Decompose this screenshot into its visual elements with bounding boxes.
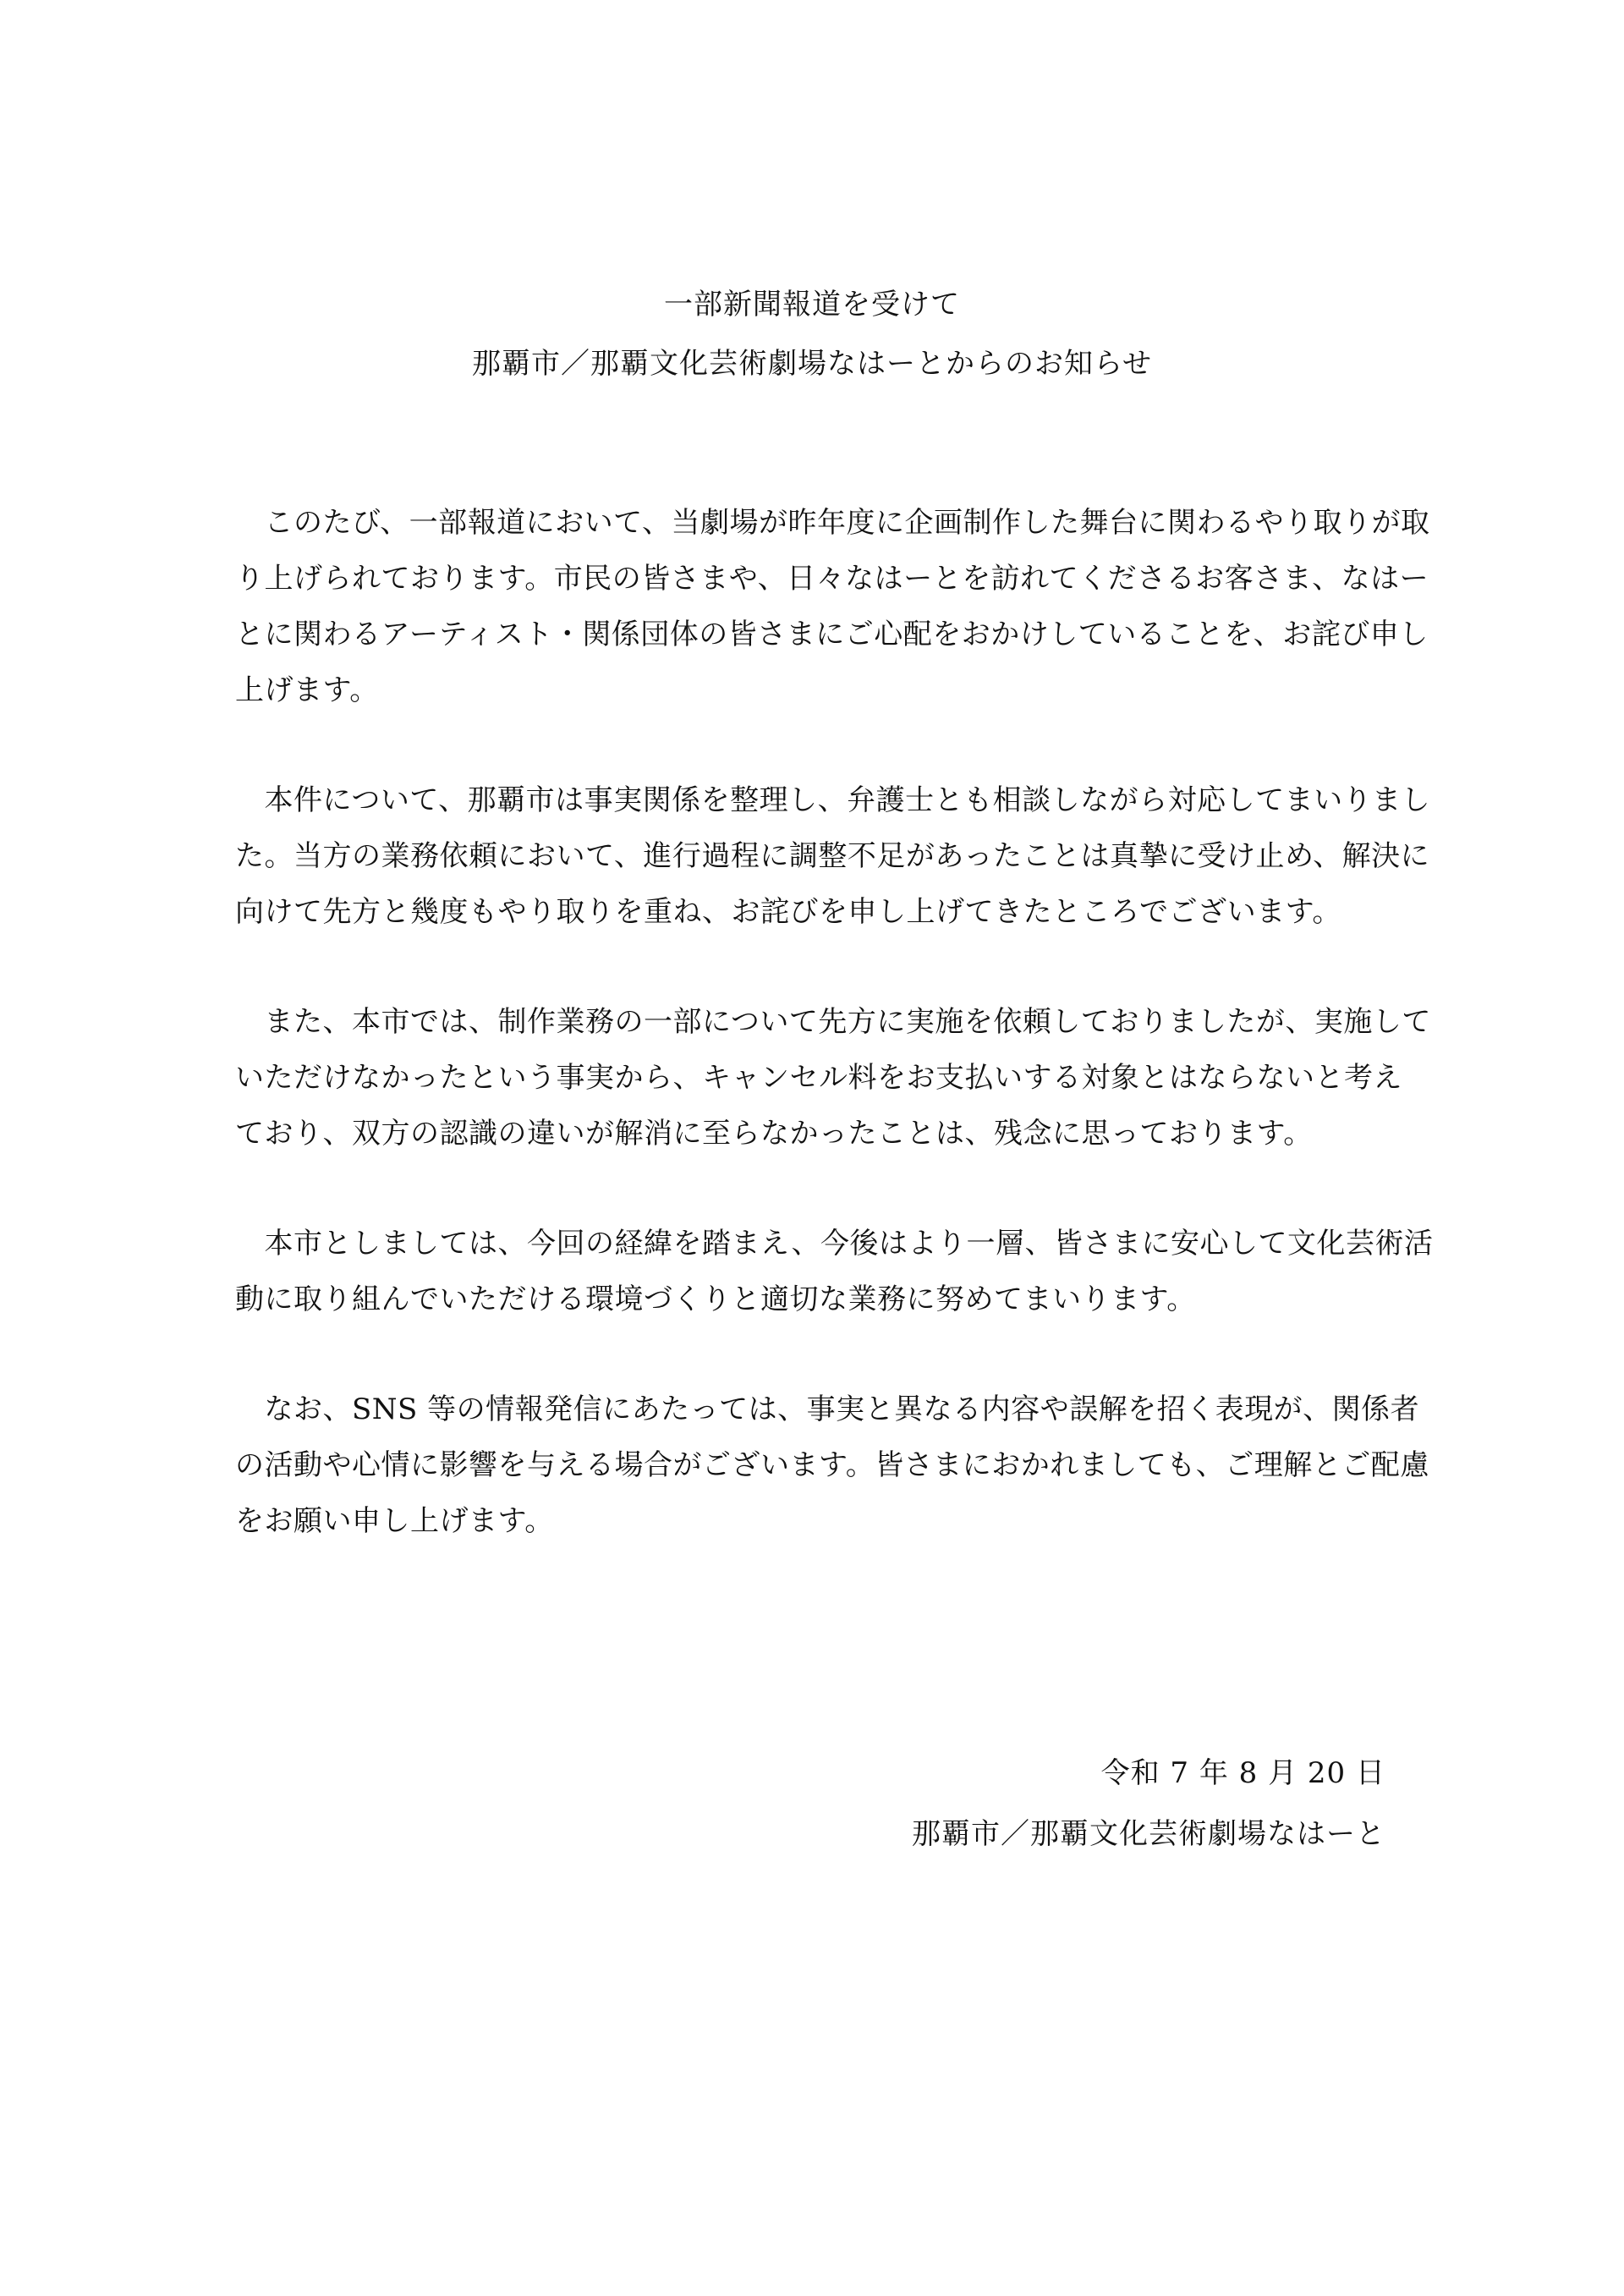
paragraph-line: 本件について、那覇市は事実関係を整理し、弁護士とも相談しながら対応してまいりまし (235, 783, 1431, 817)
paragraph-line: り上げられております。市民の皆さまや、日々なはーとを訪れてくださるお客さま、なはー (235, 562, 1429, 596)
paragraph-line: また、本市では、制作業務の一部について先方に実施を依頼しておりましたが、実施して (235, 1005, 1431, 1039)
paragraph-line: 向けて先方と幾度もやり取りを重ね、お詫びを申し上げてきたところでございます。 (235, 895, 1341, 929)
paragraph-line: た。当方の業務依頼において、進行過程に調整不足があったことは真摯に受け止め、解決に (235, 839, 1430, 873)
paragraph-line: とに関わるアーティスト・関係団体の皆さまにご心配をおかけしていることを、お詫び申し (235, 618, 1429, 651)
paragraph-line: 本市としましては、今回の経緯を踏まえ、今後はより一層、皆さまに安心して文化芸術活 (235, 1227, 1434, 1261)
paragraph-line: をお願い申し上げます。 (235, 1504, 554, 1538)
title-line-2: 那覇市／那覇文化芸術劇場なはーとからのお知らせ (472, 347, 1152, 381)
paragraph-line: 動に取り組んでいただける環境づくりと適切な業務に努めてまいります。 (235, 1283, 1196, 1316)
paragraph-2 (235, 772, 1431, 940)
issue-date: 令和 7 年 8 月 20 日 (1100, 1756, 1385, 1790)
paragraph-line: ており、双方の認識の違いが解消に至らなかったことは、残念に思っております。 (235, 1117, 1313, 1151)
paragraph-line: いただけなかったという事実から、キャンセル料をお支払いする対象とはならないと考え (235, 1061, 1402, 1095)
paragraph-line: このたび、一部報道において、当劇場が昨年度に企画制作した舞台に関わるやり取りが取 (235, 506, 1430, 540)
paragraph-5 (235, 1381, 1429, 1549)
title-line-1: 一部新聞報道を受けて (664, 288, 960, 321)
paragraph-1 (235, 495, 1430, 718)
paragraph-line: の活動や心情に影響を与える場合がございます。皆さまにおかれましても、ご理解とご配慮 (235, 1448, 1429, 1482)
paragraph-line: なお、SNS 等の情報発信にあたっては、事実と異なる内容や誤解を招く表現が、関係者 (235, 1392, 1420, 1426)
paragraph-3 (235, 994, 1431, 1162)
signature-block (912, 1743, 1385, 1865)
paragraph-4 (235, 1216, 1434, 1327)
issuing-organization: 那覇市／那覇文化芸術劇場なはーと (912, 1817, 1385, 1851)
paragraph-line: 上げます。 (235, 673, 379, 707)
notice-body (235, 495, 1434, 1603)
notice-title (0, 275, 1624, 393)
